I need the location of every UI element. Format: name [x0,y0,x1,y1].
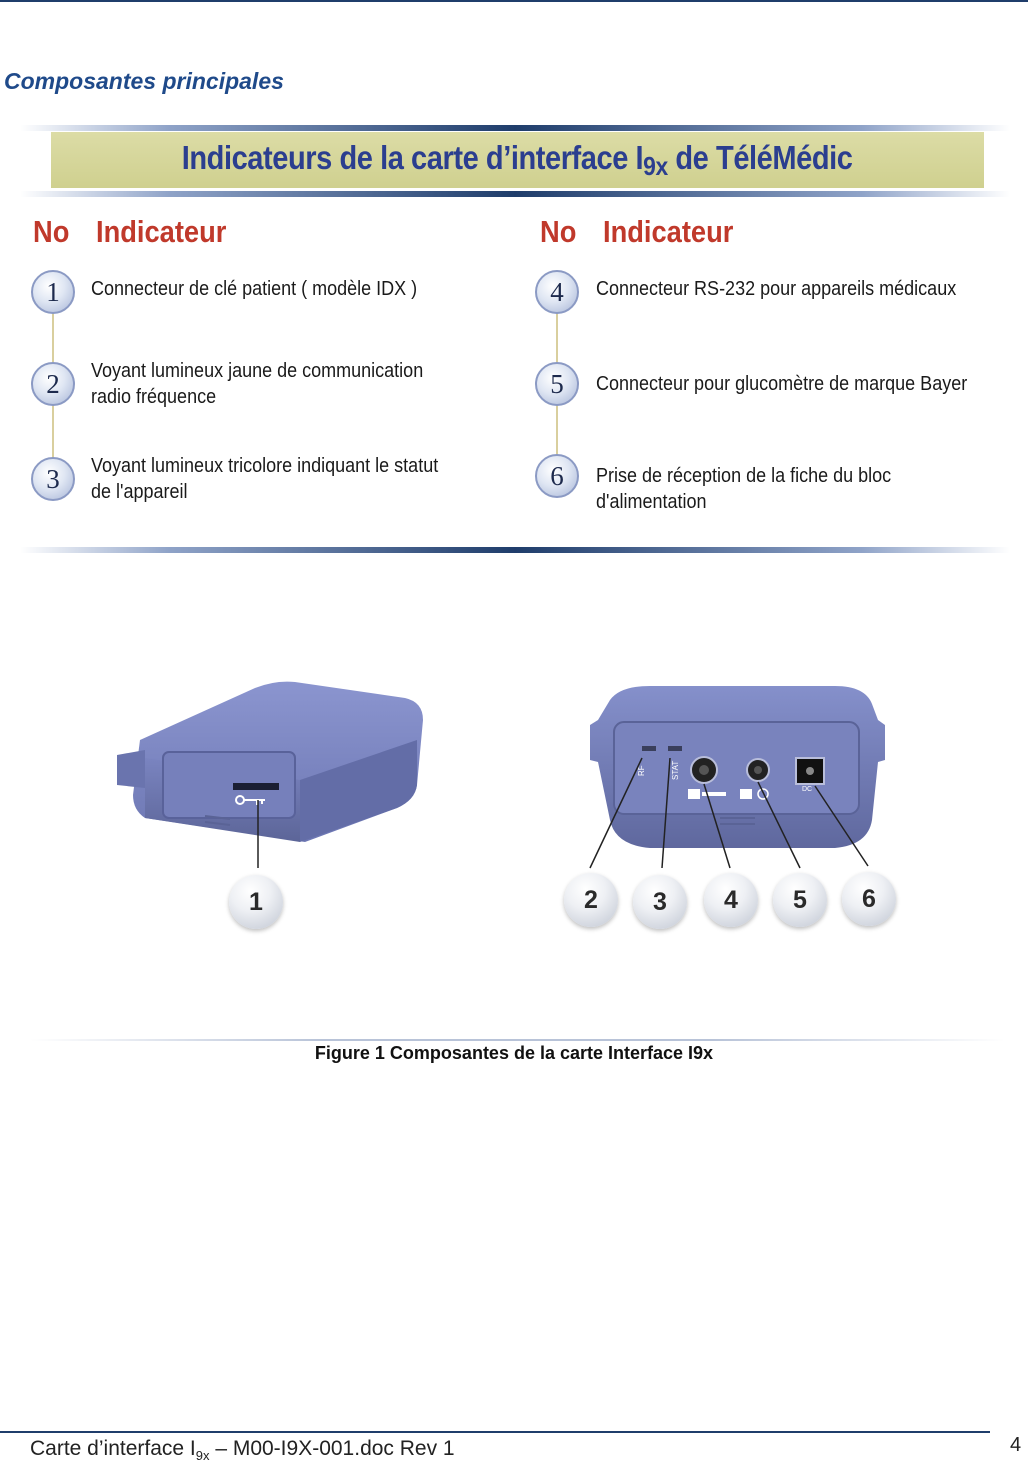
indicator-text-1: Connecteur de clé patient ( modèle IDX ) [91,278,418,300]
section-heading: Composantes principales [4,68,284,94]
banner-title: Indicateurs de la carte d’interface $I_{9x}$ de TéléMédic [182,138,853,181]
indicator-number-4: 4 [535,270,579,314]
no-label: No [33,214,70,249]
indicator-number-3: 3 [31,457,75,501]
callout-3: 3 [633,875,687,929]
callout-6: 6 [842,872,896,926]
figure-caption: Figure 1 Composantes de la carte Interface I9x [314,1043,714,1063]
figure-rule [30,1039,1005,1041]
rf-label: RF [637,765,646,776]
footer-rule [0,1431,990,1433]
callout-1: 1 [229,875,283,929]
device-rear-view [580,680,895,870]
indicator-banner [51,132,984,188]
indicator-number-1: 1 [31,270,75,314]
stat-label: STAT [671,760,680,780]
banner-bottom-rule [20,191,1010,197]
indicator-text-2: Voyant lumineux jaune de communication radio fréquence [91,360,424,408]
indicator-text-6: Prise de réception de la fiche du bloc d'alimentation [596,465,892,513]
callout-2: 2 [564,873,618,927]
indicator-text-4: Connecteur RS-232 pour appareils médicaux [596,278,957,300]
table-bottom-rule [20,547,1010,553]
indicator-text-5: Connecteur pour glucomètre de marque Bayer [596,373,968,395]
right-column-header [540,214,751,250]
device-side-view [105,670,435,870]
indicator-number-5: 5 [535,362,579,406]
callout-4: 4 [704,873,758,927]
top-rule [0,0,1028,2]
indicator-label: Indicateur [603,214,734,249]
page-number: 4 [1010,1434,1022,1456]
no-label: No [540,214,577,249]
dc-label: DC [802,786,813,793]
banner-top-rule [20,125,1010,131]
footer-document-name: Carte d’interface $I_{9x} - M00-I9X-001.doc$ Rev 1 [30,1437,455,1463]
indicator-label: Indicateur [96,214,227,249]
indicator-number-6: 6 [535,454,579,498]
indicator-number-2: 2 [31,362,75,406]
callout-5: 5 [773,873,827,927]
left-column-header [33,214,244,250]
indicator-text-3: Voyant lumineux tricolore indiquant le statut de l'appareil [91,455,439,503]
